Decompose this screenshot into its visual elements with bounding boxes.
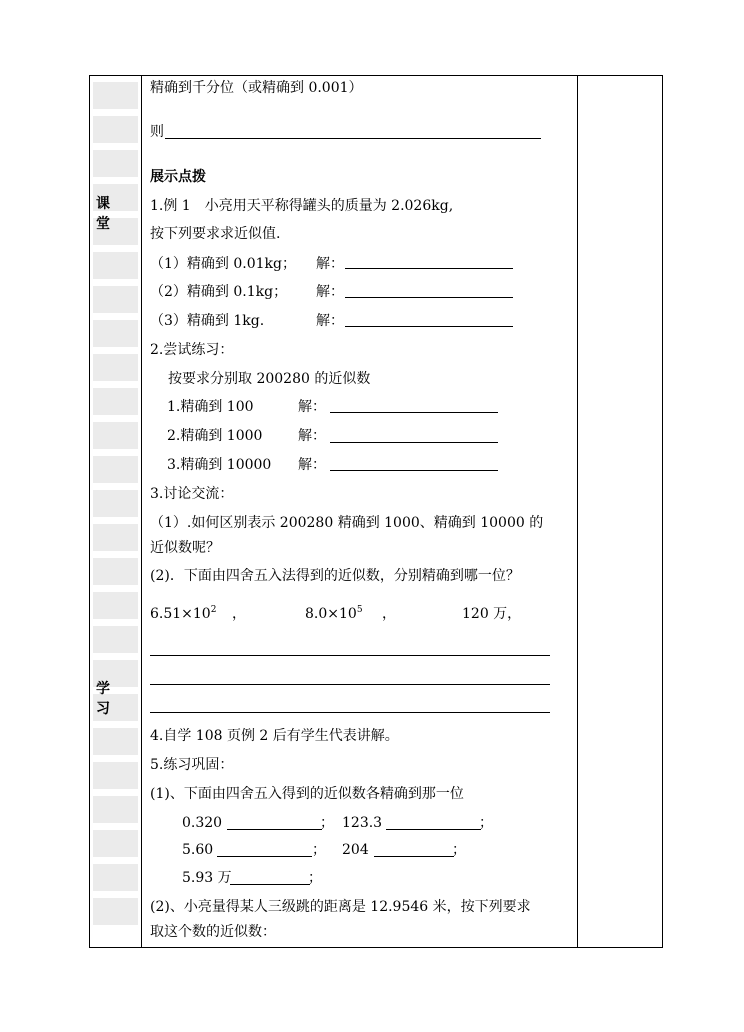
semicolon: ；	[312, 842, 326, 858]
solution-label: 解：	[298, 428, 326, 444]
number-item: 5.60	[182, 842, 214, 858]
example-1: 1.例 1 小亮用天平称得罐头的质量为 2.026kg,	[150, 198, 454, 214]
column-divider	[577, 76, 578, 947]
shade-stripe	[93, 864, 138, 891]
semicolon: ；	[452, 842, 466, 858]
try-practice-intro: 按要求分别取 200280 的近似数	[168, 371, 371, 387]
answer-line[interactable]	[345, 268, 513, 269]
answer-line[interactable]	[217, 856, 312, 857]
expression-1: $6.51\times 10^2$	[150, 605, 217, 622]
side-column	[90, 76, 142, 947]
side-label-classroom: 课 堂	[96, 196, 116, 232]
self-study: 4.自学 108 页例 2 后有学生代表讲解。	[150, 728, 399, 744]
answer-line[interactable]	[227, 829, 322, 830]
shade-stripe	[93, 286, 138, 313]
consolidation-question-1: (1)、下面由四舍五入得到的近似数各精确到那一位	[150, 786, 464, 802]
consolidation-question-2b: 取这个数的近似数：	[150, 924, 276, 940]
semicolon: ；	[308, 870, 322, 886]
answer-line[interactable]	[386, 829, 481, 830]
text-precision-thousandth: 精确到千分位（或精确到 0.001）	[150, 80, 363, 96]
number-item: 123.3	[342, 815, 383, 831]
text-then: 则	[150, 124, 164, 140]
shade-stripe	[93, 830, 138, 857]
shade-stripe	[93, 558, 138, 585]
try-practice-heading: 2.尝试练习：	[150, 342, 234, 358]
shade-stripe	[93, 490, 138, 517]
task-item-1: （1）精确到 0.01kg；	[150, 256, 296, 272]
shade-stripe	[93, 82, 138, 109]
task-item-2: （2）精确到 0.1kg；	[150, 284, 288, 300]
section-heading: 展示点拨	[150, 169, 206, 185]
shade-stripe	[93, 728, 138, 755]
example-1-task: 按下列要求求近似值.	[150, 226, 281, 242]
answer-line[interactable]	[330, 442, 498, 443]
shade-stripe	[93, 626, 138, 653]
discussion-question-2: (2)．下面由四舍五入法得到的近似数，分别精确到哪一位？	[150, 568, 520, 584]
solution-label: 解：	[316, 256, 344, 272]
comma: ，	[232, 606, 246, 622]
shade-stripe	[93, 320, 138, 347]
shade-stripe	[93, 252, 138, 279]
practice-item-3: 3.精确到 10000	[167, 457, 272, 473]
shade-stripe	[93, 524, 138, 551]
consolidation-heading: 5.练习巩固：	[150, 757, 234, 773]
number-item: 5.93 万	[182, 870, 232, 886]
answer-line[interactable]	[330, 412, 498, 413]
solution-label: 解：	[298, 399, 326, 415]
number-item: 204	[342, 842, 369, 858]
answer-line[interactable]	[150, 655, 550, 656]
shade-stripe	[93, 898, 138, 925]
consolidation-question-2a: (2)、小亮量得某人三级跳的距离是 12.9546 米，按下列要求	[150, 899, 531, 915]
answer-line[interactable]	[150, 684, 550, 685]
expression-3: 120 万，	[462, 606, 522, 622]
side-label-study: 学 习	[96, 681, 116, 717]
answer-line[interactable]	[165, 138, 541, 139]
shade-stripe	[93, 354, 138, 381]
expression-2: $8.0\times 10^5$	[305, 605, 363, 622]
shade-stripe	[93, 116, 138, 143]
answer-line[interactable]	[345, 326, 513, 327]
shade-stripe	[93, 762, 138, 789]
answer-line[interactable]	[345, 297, 513, 298]
answer-line[interactable]	[150, 712, 550, 713]
shade-stripe	[93, 456, 138, 483]
discussion-question-1a: （1）.如何区别表示 200280 精确到 1000、精确到 10000 的	[150, 515, 544, 531]
number-item: 0.320	[182, 815, 223, 831]
solution-label: 解：	[298, 457, 326, 473]
shade-stripe	[93, 796, 138, 823]
practice-item-1: 1.精确到 100	[167, 399, 254, 415]
task-item-3: （3）精确到 1kg.	[150, 313, 265, 329]
semicolon: ；	[320, 815, 334, 831]
semicolon: ；	[479, 815, 493, 831]
shade-stripe	[93, 388, 138, 415]
solution-label: 解：	[316, 284, 344, 300]
answer-line[interactable]	[330, 470, 498, 471]
answer-line[interactable]	[374, 856, 454, 857]
shade-stripe	[93, 592, 138, 619]
comma: ，	[382, 606, 396, 622]
shade-stripe	[93, 422, 138, 449]
practice-item-2: 2.精确到 1000	[167, 428, 263, 444]
solution-label: 解：	[316, 313, 344, 329]
discussion-question-1b: 近似数呢？	[150, 540, 220, 556]
discussion-heading: 3.讨论交流：	[150, 486, 234, 502]
answer-line[interactable]	[230, 884, 310, 885]
shade-stripe	[93, 150, 138, 177]
